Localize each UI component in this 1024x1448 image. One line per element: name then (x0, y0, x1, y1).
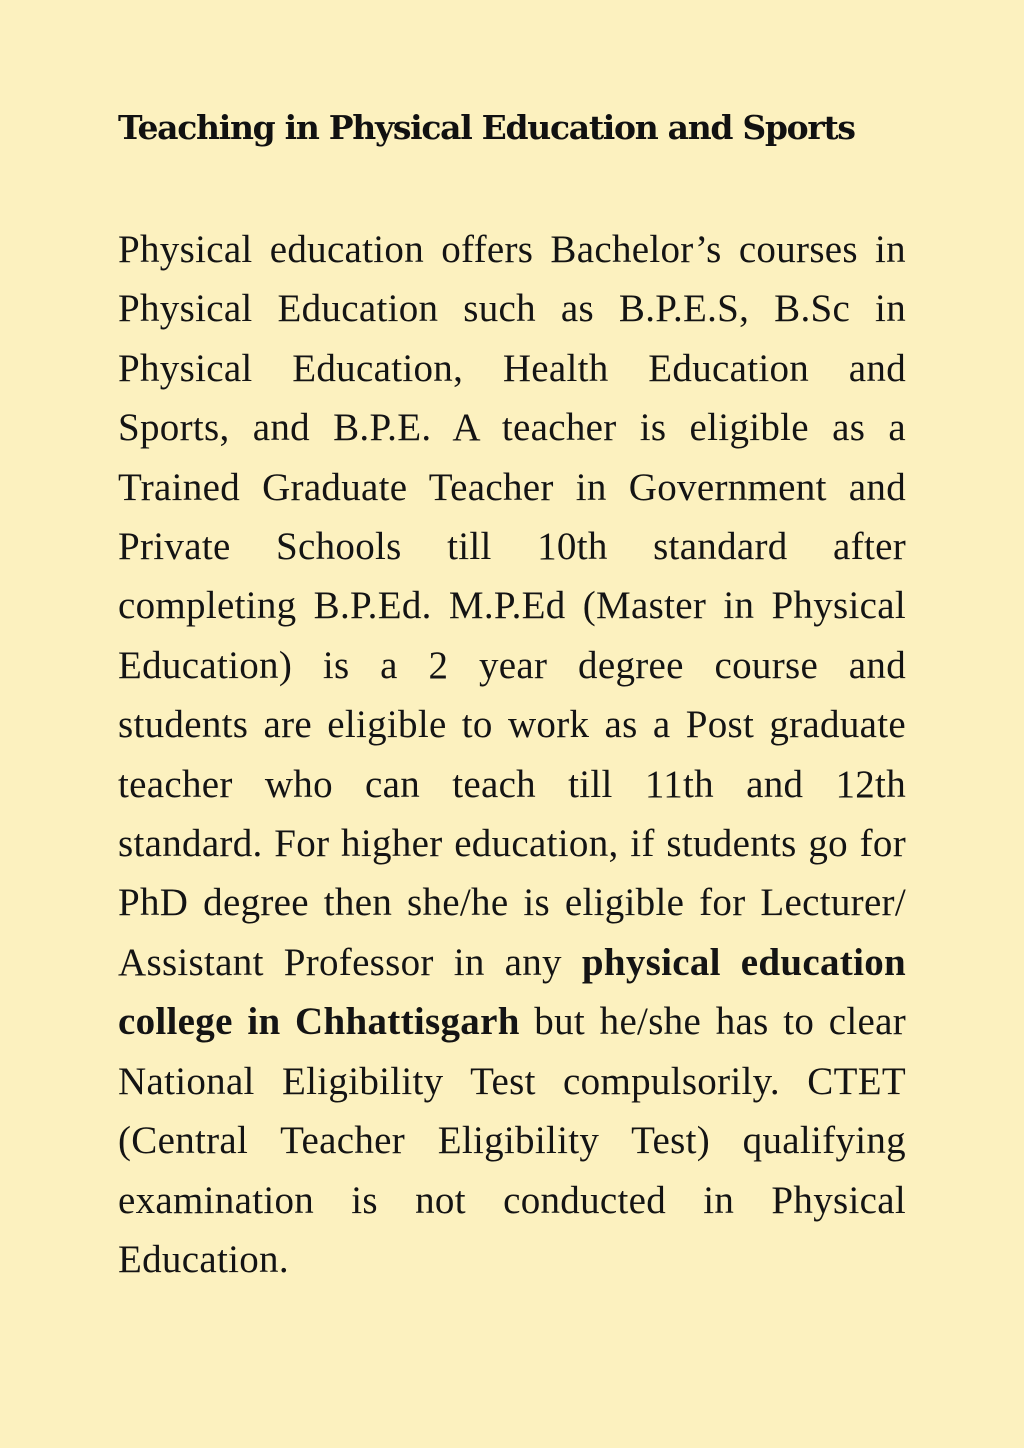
body-paragraph (118, 220, 906, 1289)
paragraph-text-after: but he/she has to clear National Eligibility Test compulsorily. CTET (Central Teacher Eligibility Test) qualifying examination is not conducted in Physical Education. (118, 1000, 906, 1281)
paragraph-text-before: Physical education offers Bachelor’s courses in Physical Education such as B.P.E.S, B.Sc in Physical Education, Health Education and Sports, and B.P.E. A teacher is eligible as a Trained Graduate Teacher in Government and Private Schools till 10th standard after completing B.P.Ed. M.P.Ed (Master in Physical Education) is a 2 year degree course and students are eligible to work as a Post graduate teacher who can teach till 11th and 12th standard. For higher education, if students go for PhD degree then she/he is eligible for Lecturer/ Assistant Professor in any (118, 228, 906, 984)
college-keyword-bold: physical education college in Chhattisgarh (118, 940, 907, 1044)
section-heading: Teaching in Physical Education and Sports (118, 108, 855, 147)
